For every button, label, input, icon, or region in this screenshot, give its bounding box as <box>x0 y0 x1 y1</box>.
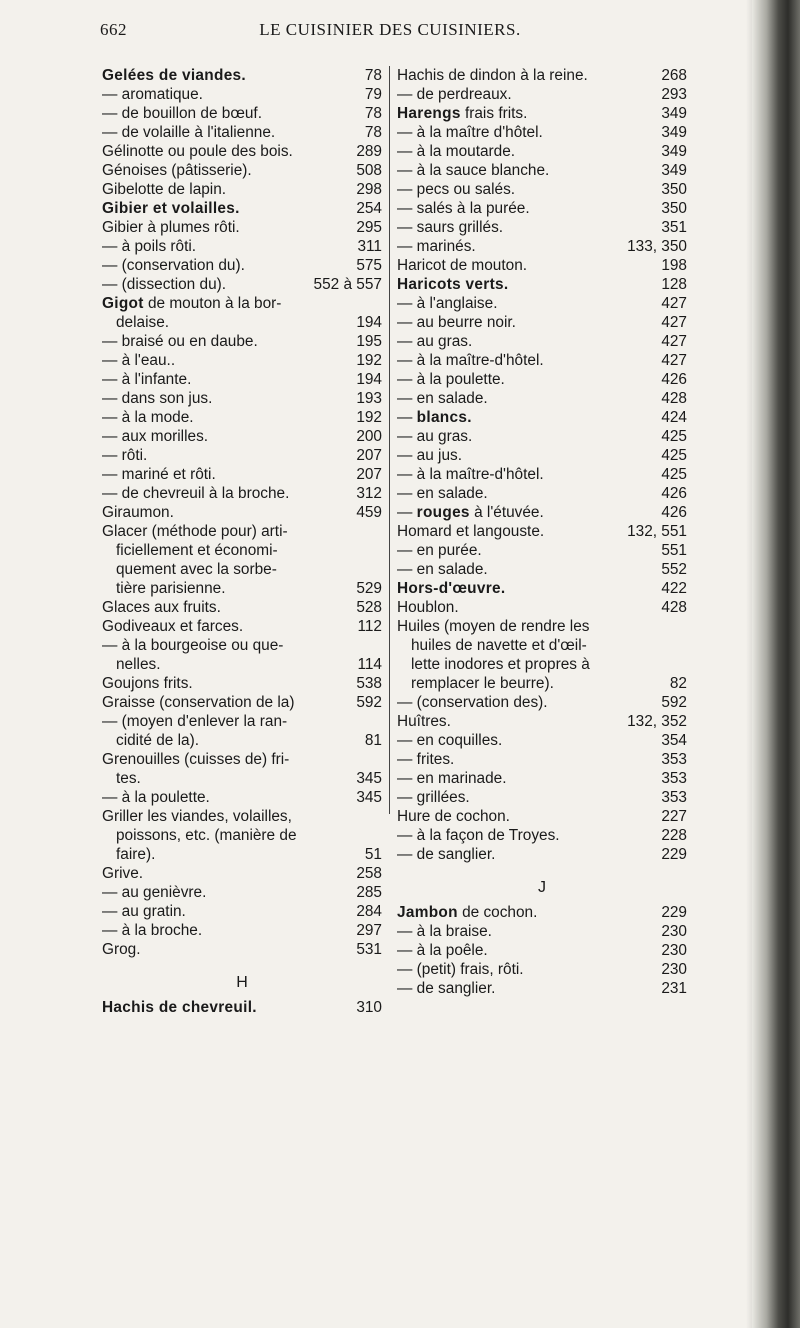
index-entry <box>397 351 687 370</box>
index-entry <box>397 180 687 199</box>
entry-page-ref: 349 <box>661 105 687 122</box>
entry-page-ref: 575 <box>356 257 382 274</box>
index-entry <box>102 522 382 541</box>
index-entry <box>397 370 687 389</box>
index-entry <box>397 256 687 275</box>
index-entry <box>397 845 687 864</box>
entry-text: — au gras. <box>397 333 473 350</box>
entry-text: — rouges à l'étuvée. <box>397 504 544 521</box>
index-entry <box>102 142 382 161</box>
column-divider <box>389 66 390 814</box>
entry-text: — (dissection du). <box>102 276 227 293</box>
index-entry <box>397 922 687 941</box>
entry-page-ref: 508 <box>356 162 382 179</box>
entry-text: — à la maître-d'hôtel. <box>397 466 544 483</box>
index-entry <box>102 123 382 142</box>
entry-page-ref: 353 <box>661 770 687 787</box>
entry-text: Génoises (pâtisserie). <box>102 162 252 179</box>
entry-text: delaise. <box>116 314 170 331</box>
entry-page-ref: 350 <box>661 181 687 198</box>
entry-page-ref: 78 <box>364 124 382 141</box>
entry-text: — à l'anglaise. <box>397 295 498 312</box>
index-entry <box>102 598 382 617</box>
entry-page-ref: 528 <box>356 599 382 616</box>
entry-text: — au gras. <box>397 428 473 445</box>
entry-page-ref: 349 <box>661 124 687 141</box>
index-entry <box>397 598 687 617</box>
entry-text: nelles. <box>116 656 161 673</box>
index-entry <box>397 541 687 560</box>
entry-text: Gélinotte ou poule des bois. <box>102 143 293 160</box>
index-entry <box>397 655 687 674</box>
index-entry <box>397 313 687 332</box>
entry-text: — en coquilles. <box>397 732 503 749</box>
entry-page-ref: 427 <box>661 295 687 312</box>
index-entry <box>397 903 687 922</box>
entry-text: Haricot de mouton. <box>397 257 528 274</box>
entry-page-ref: 114 <box>357 656 382 673</box>
entry-page-ref: 427 <box>661 314 687 331</box>
entry-text: — de chevreuil à la broche. <box>102 485 290 502</box>
entry-text: — salés à la purée. <box>397 200 530 217</box>
index-entry <box>102 408 382 427</box>
entry-text: — en marinade. <box>397 770 507 787</box>
page-header <box>100 20 700 40</box>
entry-page-ref: 207 <box>356 466 382 483</box>
entry-text: Gelées de viandes. <box>102 67 246 84</box>
entry-text: Hure de cochon. <box>397 808 510 825</box>
entry-text: — à la broche. <box>102 922 203 939</box>
index-entry <box>397 199 687 218</box>
entry-text: Harengs frais frits. <box>397 105 528 122</box>
section-letter: H <box>236 974 248 991</box>
index-entry <box>102 313 382 332</box>
entry-page-ref: 51 <box>364 846 382 863</box>
entry-text: — braisé ou en daube. <box>102 333 258 350</box>
index-entry <box>102 389 382 408</box>
index-entry <box>397 85 687 104</box>
entry-page-ref: 230 <box>661 961 687 978</box>
entry-text: — à l'eau.. <box>102 352 176 369</box>
index-entry <box>397 503 687 522</box>
entry-text: Giraumon. <box>102 504 174 521</box>
entry-page-ref: 231 <box>661 980 687 997</box>
entry-text: cidité de la). <box>116 732 199 749</box>
entry-text: — à poils rôti. <box>102 238 197 255</box>
entry-text: — au jus. <box>397 447 463 464</box>
entry-text: Huîtres. <box>397 713 451 730</box>
index-entry <box>397 237 687 256</box>
index-entry <box>397 66 687 85</box>
entry-text: — pecs ou salés. <box>397 181 516 198</box>
index-entry <box>102 370 382 389</box>
index-entry <box>397 731 687 750</box>
entry-page-ref: 194 <box>356 314 382 331</box>
entry-page-ref: 459 <box>356 504 382 521</box>
entry-text: Godiveaux et farces. <box>102 618 244 635</box>
index-entry <box>397 712 687 731</box>
entry-text: — au gratin. <box>102 903 186 920</box>
entry-page-ref: 198 <box>661 257 687 274</box>
index-entry <box>397 826 687 845</box>
entry-page-ref: 311 <box>357 238 382 255</box>
entry-text: Glaces aux fruits. <box>102 599 221 616</box>
entry-page-ref: 192 <box>356 409 382 426</box>
entry-page-ref: 552 à 557 <box>313 276 382 293</box>
entry-page-ref: 353 <box>661 751 687 768</box>
index-entry <box>397 579 687 598</box>
index-entry <box>397 693 687 712</box>
index-entry <box>102 712 382 731</box>
index-entry <box>102 750 382 769</box>
index-entry <box>102 674 382 693</box>
entry-page-ref: 345 <box>356 789 382 806</box>
index-entry <box>102 883 382 902</box>
entry-text: — grillées. <box>397 789 470 806</box>
entry-text: Griller les viandes, volailles, <box>102 808 292 825</box>
index-entry <box>102 845 382 864</box>
entry-text: Grenouilles (cuisses de) fri- <box>102 751 290 768</box>
entry-text: — à la bourgeoise ou que- <box>102 637 284 654</box>
entry-page-ref: 350 <box>661 200 687 217</box>
entry-page-ref: 227 <box>661 808 687 825</box>
entry-text: — en purée. <box>397 542 482 559</box>
entry-page-ref: 194 <box>356 371 382 388</box>
index-entry <box>397 960 687 979</box>
entry-text: — à la maître-d'hôtel. <box>397 352 544 369</box>
entry-page-ref: 592 <box>356 694 382 711</box>
index-entry <box>102 807 382 826</box>
index-entry <box>397 123 687 142</box>
index-entry <box>102 237 382 256</box>
entry-text: Hachis de chevreuil. <box>102 999 257 1016</box>
index-entry <box>102 655 382 674</box>
index-entry <box>102 351 382 370</box>
entry-page-ref: 428 <box>661 599 687 616</box>
index-entry <box>397 674 687 693</box>
entry-page-ref: 592 <box>661 694 687 711</box>
index-entry <box>397 788 687 807</box>
index-entry <box>397 161 687 180</box>
index-entry <box>102 636 382 655</box>
entry-text: huiles de navette et d'œil- <box>411 637 587 654</box>
entry-text: Houblon. <box>397 599 459 616</box>
entry-text: — mariné et rôti. <box>102 466 216 483</box>
entry-text: — au beurre noir. <box>397 314 516 331</box>
entry-page-ref: 552 <box>661 561 687 578</box>
entry-text: — (petit) frais, rôti. <box>397 961 524 978</box>
entry-text: — à la mode. <box>102 409 194 426</box>
entry-text: remplacer le beurre). <box>411 675 554 692</box>
entry-page-ref: 295 <box>356 219 382 236</box>
entry-page-ref: 293 <box>661 86 687 103</box>
entry-page-ref: 230 <box>661 923 687 940</box>
index-entry <box>102 427 382 446</box>
entry-page-ref: 351 <box>661 219 687 236</box>
entry-text: Gibier et volailles. <box>102 200 240 217</box>
index-entry <box>102 104 382 123</box>
entry-text: Gigot de mouton à la bor- <box>102 295 282 312</box>
index-entry <box>397 275 687 294</box>
index-entry <box>397 218 687 237</box>
index-entry <box>102 503 382 522</box>
entry-page-ref: 258 <box>356 865 382 882</box>
entry-text: Goujons frits. <box>102 675 193 692</box>
index-entry <box>397 408 687 427</box>
entry-text: tes. <box>116 770 141 787</box>
entry-text: poissons, etc. (manière de <box>116 827 297 844</box>
entry-page-ref: 112 <box>357 618 382 635</box>
entry-page-ref: 353 <box>661 789 687 806</box>
index-entry <box>102 921 382 940</box>
index-entry <box>102 541 382 560</box>
entry-page-ref: 427 <box>661 333 687 350</box>
index-column-right <box>397 66 687 998</box>
entry-page-ref: 425 <box>661 428 687 445</box>
index-entry <box>397 636 687 655</box>
index-entry <box>397 104 687 123</box>
entry-text: — en salade. <box>397 390 488 407</box>
entry-text: — de sanglier. <box>397 846 496 863</box>
entry-page-ref: 349 <box>661 143 687 160</box>
entry-text: — (moyen d'enlever la ran- <box>102 713 288 730</box>
entry-text: quement avec la sorbe- <box>116 561 277 578</box>
running-title: LE CUISINIER DES CUISINIERS. <box>259 20 521 39</box>
entry-page-ref: 268 <box>661 67 687 84</box>
entry-page-ref: 254 <box>356 200 382 217</box>
index-entry <box>397 560 687 579</box>
index-entry <box>102 693 382 712</box>
index-entry <box>102 446 382 465</box>
entry-page-ref: 229 <box>661 904 687 921</box>
entry-page-ref: 128 <box>661 276 687 293</box>
index-entry <box>102 180 382 199</box>
index-column-left <box>102 66 382 1017</box>
entry-text: Gibelotte de lapin. <box>102 181 227 198</box>
entry-text: — de perdreaux. <box>397 86 512 103</box>
index-entry <box>102 332 382 351</box>
index-entry <box>102 769 382 788</box>
entry-text: — à la façon de Troyes. <box>397 827 560 844</box>
entry-text: — saurs grillés. <box>397 219 504 236</box>
index-entry <box>397 465 687 484</box>
entry-text: Gibier à plumes rôti. <box>102 219 240 236</box>
index-entry <box>102 617 382 636</box>
index-entry <box>397 427 687 446</box>
entry-page-ref: 428 <box>661 390 687 407</box>
index-entry <box>102 560 382 579</box>
entry-text: — à la sauce blanche. <box>397 162 550 179</box>
index-entry <box>102 902 382 921</box>
index-entry <box>102 826 382 845</box>
index-entry <box>397 750 687 769</box>
entry-page-ref: 312 <box>356 485 382 502</box>
index-entry <box>397 769 687 788</box>
entry-text: — de sanglier. <box>397 980 496 997</box>
entry-page-ref: 81 <box>364 732 382 749</box>
entry-text: — marinés. <box>397 238 476 255</box>
entry-text: — de bouillon de bœuf. <box>102 105 262 122</box>
entry-page-ref: 79 <box>364 86 382 103</box>
entry-page-ref: 425 <box>661 466 687 483</box>
entry-text: — aux morilles. <box>102 428 209 445</box>
entry-page-ref: 207 <box>356 447 382 464</box>
index-entry <box>102 294 382 313</box>
entry-text: — à la poulette. <box>397 371 505 388</box>
entry-page-ref: 531 <box>356 941 382 958</box>
entry-text: Homard et langouste. <box>397 523 545 540</box>
entry-page-ref: 426 <box>661 485 687 502</box>
entry-text: — (conservation du). <box>102 257 245 274</box>
index-entry <box>102 199 382 218</box>
index-entry <box>102 218 382 237</box>
entry-text: — aromatique. <box>102 86 203 103</box>
index-entry <box>397 941 687 960</box>
index-entry <box>397 522 687 541</box>
index-entry <box>102 275 382 294</box>
entry-text: Grive. <box>102 865 144 882</box>
entry-page-ref: 229 <box>661 846 687 863</box>
index-entry <box>397 332 687 351</box>
entry-page-ref: 427 <box>661 352 687 369</box>
entry-page-ref: 289 <box>356 143 382 160</box>
index-entry <box>102 864 382 883</box>
entry-page-ref: 284 <box>356 903 382 920</box>
entry-page-ref: 425 <box>661 447 687 464</box>
book-edge <box>752 0 800 1328</box>
index-entry <box>397 617 687 636</box>
entry-text: — à la poêle. <box>397 942 488 959</box>
entry-page-ref: 195 <box>356 333 382 350</box>
index-entry <box>397 807 687 826</box>
entry-page-ref: 298 <box>356 181 382 198</box>
entry-page-ref: 133, 350 <box>627 238 687 255</box>
entry-text: — rôti. <box>102 447 148 464</box>
entry-text: — de volaille à l'italienne. <box>102 124 276 141</box>
index-entry <box>102 731 382 750</box>
entry-page-ref: 82 <box>669 675 687 692</box>
entry-text: — à la maître d'hôtel. <box>397 124 543 141</box>
index-entry <box>397 294 687 313</box>
entry-page-ref: 345 <box>356 770 382 787</box>
index-entry <box>397 389 687 408</box>
entry-page-ref: 200 <box>356 428 382 445</box>
entry-page-ref: 132, 551 <box>627 523 687 540</box>
section-letter: J <box>538 879 546 896</box>
entry-page-ref: 426 <box>661 504 687 521</box>
entry-page-ref: 422 <box>661 580 687 597</box>
index-entry <box>397 979 687 998</box>
entry-text: tière parisienne. <box>116 580 226 597</box>
page-number: 662 <box>100 20 127 39</box>
index-entry <box>102 85 382 104</box>
entry-text: — en salade. <box>397 485 488 502</box>
index-entry <box>102 788 382 807</box>
entry-page-ref: 354 <box>661 732 687 749</box>
entry-text: Grog. <box>102 941 141 958</box>
entry-text: — (conservation des). <box>397 694 548 711</box>
entry-text: Huiles (moyen de rendre les <box>397 618 590 635</box>
entry-text: Hors-d'œuvre. <box>397 580 506 597</box>
entry-text: Haricots verts. <box>397 276 509 293</box>
entry-text: — frites. <box>397 751 455 768</box>
index-entry <box>397 484 687 503</box>
entry-text: — à la moutarde. <box>397 143 516 160</box>
entry-text: Glacer (méthode pour) arti- <box>102 523 288 540</box>
entry-text: — en salade. <box>397 561 488 578</box>
entry-page-ref: 192 <box>356 352 382 369</box>
index-entry <box>102 66 382 85</box>
entry-page-ref: 132, 352 <box>627 713 687 730</box>
entry-page-ref: 349 <box>661 162 687 179</box>
index-entry <box>397 446 687 465</box>
entry-page-ref: 551 <box>661 542 687 559</box>
index-entry <box>102 484 382 503</box>
entry-text: — au genièvre. <box>102 884 207 901</box>
entry-text: Jambon de cochon. <box>397 904 538 921</box>
entry-page-ref: 193 <box>356 390 382 407</box>
entry-page-ref: 426 <box>661 371 687 388</box>
entry-text: — blancs. <box>397 409 472 426</box>
entry-text: faire). <box>116 846 156 863</box>
entry-text: — à l'infante. <box>102 371 192 388</box>
entry-text: — à la poulette. <box>102 789 210 806</box>
entry-text: — à la braise. <box>397 923 492 940</box>
entry-text: Graisse (conservation de la) <box>102 694 295 711</box>
entry-page-ref: 78 <box>364 105 382 122</box>
index-entry <box>102 465 382 484</box>
entry-text: lette inodores et propres à <box>411 656 590 673</box>
entry-page-ref: 230 <box>661 942 687 959</box>
index-entry <box>102 998 382 1017</box>
entry-text: Hachis de dindon à la reine. <box>397 67 588 84</box>
entry-page-ref: 538 <box>356 675 382 692</box>
entry-page-ref: 297 <box>356 922 382 939</box>
entry-page-ref: 285 <box>356 884 382 901</box>
entry-page-ref: 78 <box>364 67 382 84</box>
index-entry <box>102 161 382 180</box>
entry-text: — dans son jus. <box>102 390 213 407</box>
index-entry <box>102 256 382 275</box>
index-entry <box>102 940 382 959</box>
entry-page-ref: 310 <box>356 999 382 1016</box>
entry-page-ref: 228 <box>661 827 687 844</box>
index-entry <box>397 142 687 161</box>
index-entry <box>102 579 382 598</box>
entry-text: ficiellement et économi- <box>116 542 278 559</box>
entry-page-ref: 424 <box>661 409 687 426</box>
entry-page-ref: 529 <box>356 580 382 597</box>
